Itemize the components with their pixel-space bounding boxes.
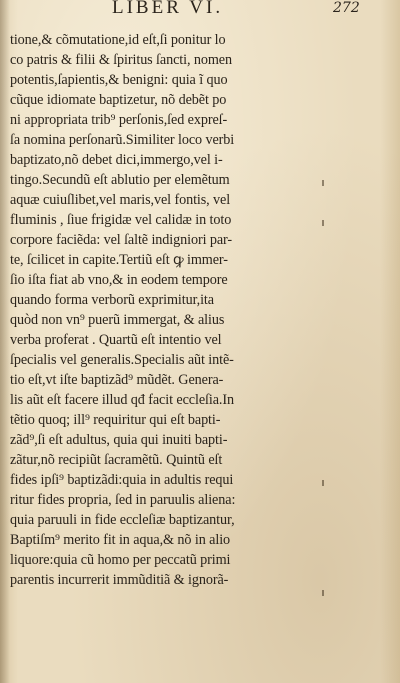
text-line: quando forma verborũ exprimitur,ita: [10, 292, 214, 308]
text-line: tingo.Secundũ eſt ablutio per elemẽtum: [10, 172, 230, 188]
text-line: ſio iſta fiat ab vno,& in eodem tempore: [10, 272, 228, 288]
text-line: potentis,ſapientis,& benigni: quia ĩ quo: [10, 72, 228, 88]
text-line: quòd non vn⁹ puerũ immergat, & alius: [10, 312, 225, 328]
ink-mark: [322, 180, 324, 186]
text-line: ni appropriata trib⁹ perſonis,ſed expreſ-: [10, 112, 228, 128]
text-line: lis aũt eſt facere illud qđ facit eccleſia.In: [10, 392, 234, 408]
margin-ink-marks: [322, 180, 332, 600]
spine-shadow: [0, 0, 10, 683]
ink-mark: [322, 590, 324, 596]
running-title: LIBER VI.: [112, 0, 224, 18]
text-line: liquore:quia cũ homo per peccatũ primi: [10, 552, 231, 568]
text-line: Baptiſm⁹ merito fit in aqua,& nõ in alio: [10, 532, 231, 548]
text-line: co patris & filii & ſpiritus ſancti, nomen: [10, 52, 232, 68]
text-line: ritur fides propria, ſed in paruulis aliena:: [10, 492, 236, 508]
text-line: fides ipſi⁹ baptizãdi:quia in adultis requi: [10, 472, 234, 488]
text-line: cũque idiomate baptizetur, nõ debẽt po: [10, 92, 227, 108]
text-line: fluminis , ſiue frigidæ vel calidæ in toto: [10, 212, 232, 228]
text-line: parentis incurrerit immũditiã & ignorã-: [10, 572, 229, 588]
running-head: [0, 0, 400, 22]
text-line: verba proferat . Quartũ eſt intentio vel: [10, 332, 222, 348]
page-number: 272: [333, 0, 360, 16]
text-line: corpore faciẽda: vel ſaltẽ indigniori par-: [10, 232, 233, 248]
text-line: ſa nomina perſonarũ.Similiter loco verbi: [10, 132, 235, 148]
ink-mark: [322, 480, 324, 486]
body-text: [10, 30, 322, 590]
text-line: tio eſt,vt iſte baptizãd⁹ mũdẽt. Genera-: [10, 372, 224, 388]
text-line: aquæ cuiuſlibet,vel maris,vel fontis, vel: [10, 192, 231, 208]
text-line: quia paruuli in fide eccleſiæ baptizantur,: [10, 512, 235, 528]
text-line: tione,& cõmutatione,id eſt,ſi ponitur lo: [10, 32, 226, 48]
text-line: tẽtio quoq; ill⁹ requiritur qui eſt bapti-: [10, 412, 221, 428]
ink-mark: [322, 220, 324, 226]
text-line: baptizato,nõ debet dici,immergo,vel i-: [10, 152, 223, 168]
text-line: ſpecialis vel generalis.Specialis aũt intẽ-: [10, 352, 234, 368]
text-line: te, ſcilicet in capite.Tertiũ eſt ꝙ immer-: [10, 252, 228, 268]
text-line: zãd⁹,ſi eſt adultus, quia qui inuiti bapti-: [10, 432, 228, 448]
text-line: zãtur,nõ recipiũt ſacramẽtũ. Quintũ eſt: [10, 452, 223, 468]
